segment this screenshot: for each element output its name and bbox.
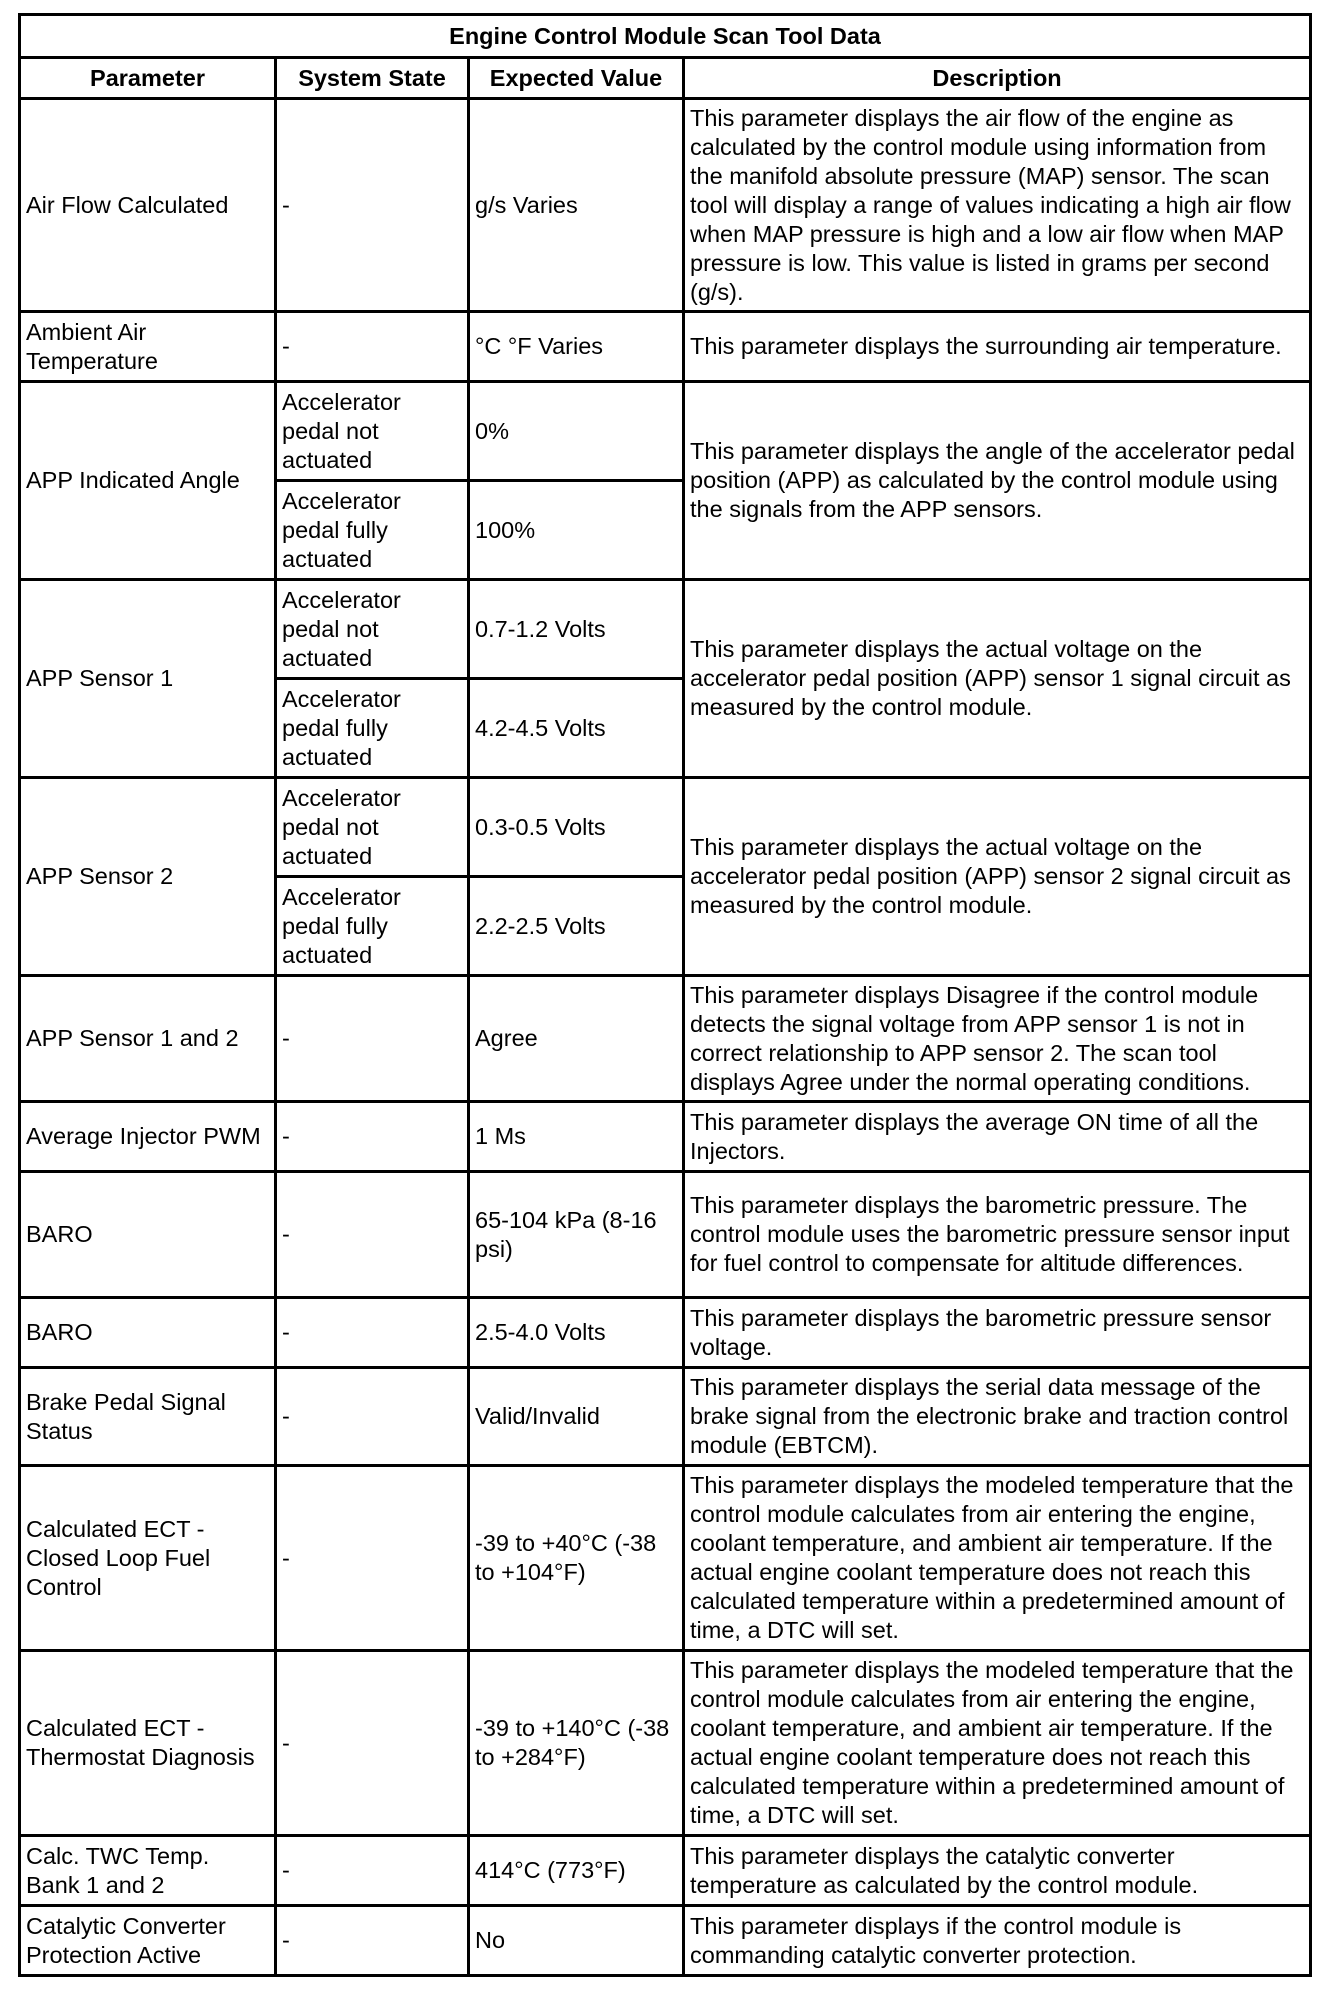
description-cell: This parameter displays the catalytic converter temperature as calculated by the control module. <box>684 1836 1311 1906</box>
expected-value-cell: g/s Varies <box>469 99 684 312</box>
description-cell: This parameter displays the barometric pressure. The control module uses the barometric pressure sensor input for fuel control to compensate for altitude differences. <box>684 1172 1311 1298</box>
parameter-cell: APP Indicated Angle <box>20 382 276 580</box>
parameter-cell: Average Injector PWM <box>20 1102 276 1172</box>
parameter-cell: Ambient Air Temperature <box>20 312 276 382</box>
table-row <box>20 99 1311 312</box>
expected-value-cell: 100% <box>469 481 684 580</box>
description-cell: This parameter displays Disagree if the control module detects the signal voltage from APP sensor 1 is not in correct relationship to APP sensor 2. The scan tool displays Agree under the normal operating conditions. <box>684 976 1311 1102</box>
expected-value-cell: Agree <box>469 976 684 1102</box>
expected-value-cell: °C °F Varies <box>469 312 684 382</box>
system-state-cell: Accelerator pedal fully actuated <box>276 877 469 976</box>
table-row <box>20 312 1311 382</box>
description-cell: This parameter displays the actual voltage on the accelerator pedal position (APP) sensor 2 signal circuit as measured by the control module. <box>684 778 1311 976</box>
description-cell: This parameter displays the modeled temperature that the control module calculates from air entering the engine, coolant temperature, and ambient air temperature. If the actual engine coolant temperature does not reach this calculated temperature within a predetermined amount of time, a DTC will set. <box>684 1466 1311 1651</box>
table-title: Engine Control Module Scan Tool Data <box>20 15 1311 58</box>
system-state-cell: Accelerator pedal not actuated <box>276 580 469 679</box>
expected-value-cell: 0.7-1.2 Volts <box>469 580 684 679</box>
header-parameter: Parameter <box>20 58 276 99</box>
parameter-cell: APP Sensor 2 <box>20 778 276 976</box>
table-row <box>20 1906 1311 1976</box>
table-row <box>20 1466 1311 1651</box>
table-row <box>20 1298 1311 1368</box>
system-state-cell: - <box>276 1368 469 1466</box>
header-row <box>20 58 1311 99</box>
parameter-cell: APP Sensor 1 <box>20 580 276 778</box>
scan-tool-data-table <box>18 13 1312 1977</box>
description-cell: This parameter displays the average ON time of all the Injectors. <box>684 1102 1311 1172</box>
system-state-cell: - <box>276 99 469 312</box>
parameter-cell: Brake Pedal Signal Status <box>20 1368 276 1466</box>
parameter-cell: BARO <box>20 1298 276 1368</box>
parameter-cell: BARO <box>20 1172 276 1298</box>
description-cell: This parameter displays the angle of the accelerator pedal position (APP) as calculated by the control module using the signals from the APP sensors. <box>684 382 1311 580</box>
parameter-cell: APP Sensor 1 and 2 <box>20 976 276 1102</box>
table-row <box>20 1836 1311 1906</box>
system-state-cell: - <box>276 1836 469 1906</box>
system-state-cell: Accelerator pedal fully actuated <box>276 481 469 580</box>
system-state-cell: - <box>276 312 469 382</box>
expected-value-cell: Valid/Invalid <box>469 1368 684 1466</box>
expected-value-cell: -39 to +140°C (-38 to +284°F) <box>469 1651 684 1836</box>
description-cell: This parameter displays the barometric pressure sensor voltage. <box>684 1298 1311 1368</box>
description-cell: This parameter displays the air flow of the engine as calculated by the control module using information from the manifold absolute pressure (MAP) sensor. The scan tool will display a range of values indicating a high air flow when MAP pressure is high and a low air flow when MAP pressure is low. This value is listed in grams per second (g/s). <box>684 99 1311 312</box>
system-state-cell: Accelerator pedal fully actuated <box>276 679 469 778</box>
table-row <box>20 1102 1311 1172</box>
system-state-cell: - <box>276 1906 469 1976</box>
parameter-cell: Calc. TWC Temp. Bank 1 and 2 <box>20 1836 276 1906</box>
system-state-cell: - <box>276 1651 469 1836</box>
expected-value-cell: 65-104 kPa (8-16 psi) <box>469 1172 684 1298</box>
expected-value-cell: 0.3-0.5 Volts <box>469 778 684 877</box>
description-cell: This parameter displays the serial data message of the brake signal from the electronic brake and traction control module (EBTCM). <box>684 1368 1311 1466</box>
expected-value-cell: 4.2-4.5 Volts <box>469 679 684 778</box>
expected-value-cell: 414°C (773°F) <box>469 1836 684 1906</box>
system-state-cell: - <box>276 976 469 1102</box>
expected-value-cell: 2.2-2.5 Volts <box>469 877 684 976</box>
expected-value-cell: 1 Ms <box>469 1102 684 1172</box>
expected-value-cell: 2.5-4.0 Volts <box>469 1298 684 1368</box>
table-row <box>20 976 1311 1102</box>
header-system-state: System State <box>276 58 469 99</box>
description-cell: This parameter displays the surrounding air temperature. <box>684 312 1311 382</box>
table-row <box>20 580 1311 679</box>
table-row <box>20 1368 1311 1466</box>
table-row <box>20 1651 1311 1836</box>
system-state-cell: - <box>276 1466 469 1651</box>
title-row <box>20 15 1311 58</box>
system-state-cell: Accelerator pedal not actuated <box>276 778 469 877</box>
system-state-cell: - <box>276 1172 469 1298</box>
expected-value-cell: 0% <box>469 382 684 481</box>
expected-value-cell: -39 to +40°C (-38 to +104°F) <box>469 1466 684 1651</box>
header-expected-value: Expected Value <box>469 58 684 99</box>
expected-value-cell: No <box>469 1906 684 1976</box>
description-cell: This parameter displays the modeled temperature that the control module calculates from air entering the engine, coolant temperature, and ambient air temperature. If the actual engine coolant temperature does not reach this calculated temperature within a predetermined amount of time, a DTC will set. <box>684 1651 1311 1836</box>
header-description: Description <box>684 58 1311 99</box>
parameter-cell: Calculated ECT - Thermostat Diagnosis <box>20 1651 276 1836</box>
table-row <box>20 778 1311 877</box>
system-state-cell: Accelerator pedal not actuated <box>276 382 469 481</box>
table-row <box>20 382 1311 481</box>
description-cell: This parameter displays the actual voltage on the accelerator pedal position (APP) sensor 1 signal circuit as measured by the control module. <box>684 580 1311 778</box>
description-cell: This parameter displays if the control module is commanding catalytic converter protection. <box>684 1906 1311 1976</box>
system-state-cell: - <box>276 1102 469 1172</box>
parameter-cell: Air Flow Calculated <box>20 99 276 312</box>
system-state-cell: - <box>276 1298 469 1368</box>
parameter-cell: Catalytic Converter Protection Active <box>20 1906 276 1976</box>
table-row <box>20 1172 1311 1298</box>
parameter-cell: Calculated ECT - Closed Loop Fuel Control <box>20 1466 276 1651</box>
